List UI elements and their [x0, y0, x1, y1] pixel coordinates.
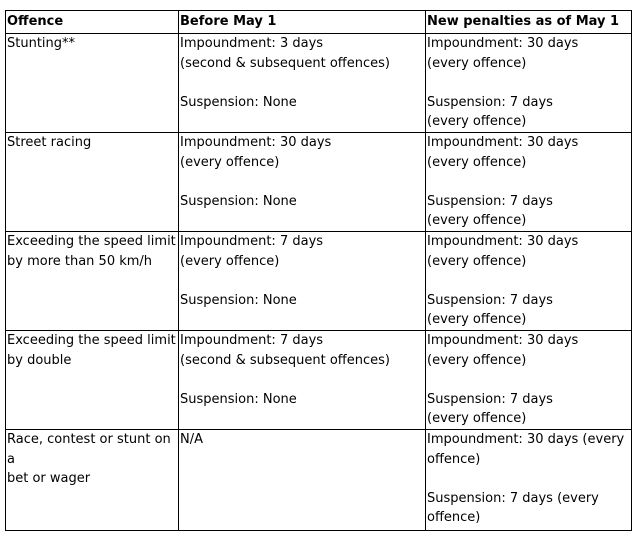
new-impoundment: Impoundment: 30 days [427, 36, 579, 51]
new-impoundment-line1: Impoundment: 30 days (every [427, 432, 625, 447]
offence-name-line2: bet or wager [7, 471, 91, 486]
before-impoundment: Impoundment: 7 days [180, 234, 324, 249]
new-suspension: Suspension: 7 days [427, 94, 553, 110]
new-suspension: Suspension: 7 days [427, 391, 553, 407]
before-impoundment-note: (second & subsequent offences) [180, 55, 390, 71]
before-impoundment: Impoundment: 3 days [180, 36, 324, 51]
offence-name-line1: Race, contest or stunt on a [7, 432, 171, 467]
before-suspension: Suspension: None [180, 193, 297, 209]
table-row [6, 232, 632, 331]
new-cell [426, 133, 632, 232]
spacer [427, 271, 631, 291]
table-row [6, 331, 632, 430]
spacer [180, 73, 425, 93]
before-cell [179, 232, 426, 331]
spacer [180, 370, 425, 390]
new-suspension: Suspension: 7 days [427, 292, 553, 308]
spacer [427, 469, 631, 489]
new-suspension-note: (every offence) [427, 312, 527, 327]
new-suspension: Suspension: 7 days [427, 193, 553, 209]
new-suspension-note: (every offence) [427, 411, 527, 426]
table-row [6, 430, 632, 531]
header-before-may-1: Before May 1 [179, 11, 426, 34]
before-cell [179, 133, 426, 232]
new-impoundment: Impoundment: 30 days [427, 234, 579, 249]
new-cell [426, 232, 632, 331]
offence-name: Stunting** [7, 36, 76, 51]
offence-name-line2: by double [7, 352, 72, 368]
offence-name-line2: by more than 50 km/h [7, 253, 153, 269]
before-suspension: Suspension: None [180, 391, 297, 407]
spacer [427, 172, 631, 192]
spacer [427, 370, 631, 390]
new-suspension-line2: offence) [427, 510, 481, 525]
new-suspension-line1: Suspension: 7 days (every [427, 490, 599, 506]
before-suspension: Suspension: None [180, 292, 297, 308]
new-impoundment-line2: offence) [427, 451, 481, 467]
before-impoundment-note: (every offence) [180, 253, 280, 269]
new-cell [426, 430, 632, 531]
header-offence: Offence [6, 11, 179, 34]
new-impoundment-note: (every offence) [427, 154, 527, 170]
new-suspension-note: (every offence) [427, 114, 527, 129]
new-cell [426, 34, 632, 133]
offence-cell [6, 34, 179, 133]
table-row [6, 34, 632, 133]
table-row [6, 133, 632, 232]
offence-name-line1: Exceeding the speed limit [7, 333, 176, 348]
header-row [6, 11, 632, 34]
before-cell [179, 331, 426, 430]
before-impoundment: Impoundment: 30 days [180, 135, 332, 150]
before-impoundment-note: (second & subsequent offences) [180, 352, 390, 368]
new-cell [426, 331, 632, 430]
offence-cell [6, 133, 179, 232]
new-impoundment-note: (every offence) [427, 253, 527, 269]
before-cell [179, 430, 426, 531]
header-new-penalties: New penalties as of May 1 [426, 11, 632, 34]
new-impoundment: Impoundment: 30 days [427, 135, 579, 150]
new-impoundment-note: (every offence) [427, 352, 527, 368]
before-impoundment-note: (every offence) [180, 154, 280, 170]
penalties-table [5, 10, 632, 531]
spacer [180, 172, 425, 192]
before-suspension: Suspension: None [180, 94, 297, 110]
before-not-applicable: N/A [180, 432, 203, 447]
before-impoundment: Impoundment: 7 days [180, 333, 324, 348]
offence-cell [6, 232, 179, 331]
new-suspension-note: (every offence) [427, 213, 527, 228]
spacer [427, 73, 631, 93]
offence-name: Street racing [7, 135, 92, 150]
spacer [180, 271, 425, 291]
new-impoundment: Impoundment: 30 days [427, 333, 579, 348]
new-impoundment-note: (every offence) [427, 55, 527, 71]
offence-cell [6, 331, 179, 430]
offence-name-line1: Exceeding the speed limit [7, 234, 176, 249]
offence-cell [6, 430, 179, 531]
before-cell [179, 34, 426, 133]
